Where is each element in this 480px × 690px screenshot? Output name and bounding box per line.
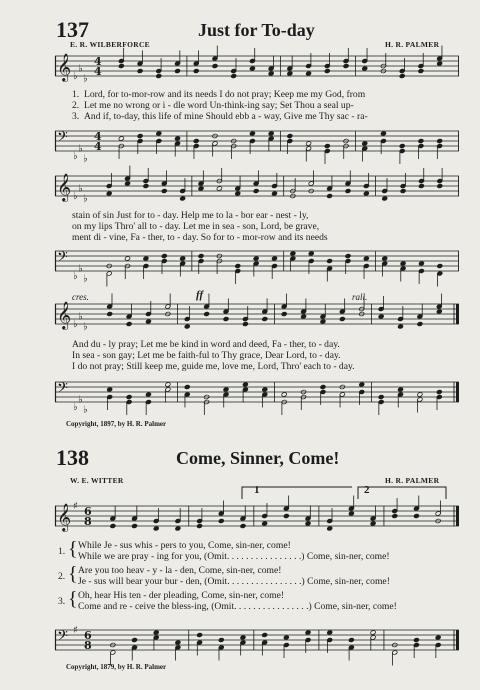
svg-text:♭: ♭ bbox=[73, 71, 78, 82]
svg-text:♭: ♭ bbox=[78, 263, 83, 275]
svg-text:♭: ♭ bbox=[83, 273, 88, 285]
treble-staff bbox=[55, 170, 463, 204]
hymn-number: 137 bbox=[56, 17, 89, 42]
copyright-note: Copyright, 1879, by H. R. Palmer bbox=[66, 663, 167, 671]
dynamic-ff: ff bbox=[196, 289, 204, 301]
svg-text:♭: ♭ bbox=[78, 183, 83, 195]
treble-staff bbox=[55, 50, 463, 84]
svg-text:𝄢: 𝄢 bbox=[57, 249, 68, 269]
lyrics-line: In sea - son gay; Let me be faith-ful to Thy grace, Dear Lord, to - day. bbox=[72, 350, 341, 361]
svg-text:𝄞: 𝄞 bbox=[57, 503, 72, 531]
svg-text:8: 8 bbox=[84, 515, 92, 528]
dynamic-cres: cres. bbox=[72, 292, 89, 302]
svg-text:♯: ♯ bbox=[73, 501, 78, 512]
volta-first-ending: 1 bbox=[254, 484, 260, 496]
svg-text:6: 6 bbox=[84, 629, 92, 642]
lyricist-credit: E. R. WILBERFORCE bbox=[70, 40, 150, 49]
svg-text:𝄞: 𝄞 bbox=[57, 173, 72, 201]
verse-number: 3. bbox=[58, 596, 66, 607]
lyrics-line: on my lips Thro' all to - day. Let me in sea - son, Lord, be grave, bbox=[72, 221, 320, 232]
lyrics-line: Oh, hear His ten - der pleading, Come, sin-ner, come! bbox=[78, 590, 285, 601]
verse-brace: { bbox=[68, 538, 78, 560]
lyrics-line: ment di - vine, Fa - ther, to - day. So for to - mor-row and its needs bbox=[72, 232, 328, 243]
svg-text:4: 4 bbox=[94, 140, 102, 153]
hymn-title: Come, Sinner, Come! bbox=[176, 448, 340, 468]
composer-credit: H. R. PALMER bbox=[385, 476, 440, 485]
lyricist-credit: W. E. WITTER bbox=[70, 476, 124, 485]
verse-block bbox=[58, 538, 468, 621]
lyrics-line: 2. Let me no wrong or i - dle word Un-think-ing say; Set Thou a seal up- bbox=[72, 100, 354, 111]
lyrics-line: stain of sin Just for to - day. Help me to la - bor ear - nest - ly, bbox=[72, 210, 309, 221]
svg-text:♭: ♭ bbox=[83, 321, 88, 333]
lyrics-line: 1. Lord, for to-mor-row and its needs I do not pray; Keep me my God, from bbox=[72, 89, 366, 100]
svg-text:4: 4 bbox=[94, 55, 102, 68]
svg-text:♭: ♭ bbox=[73, 271, 78, 282]
composer-credit: H. R. PALMER bbox=[385, 40, 440, 49]
treble-staff bbox=[55, 500, 463, 534]
lyrics-line: I do not pray; Still keep me, guide me, love me, Lord, Thro' each to - day. bbox=[72, 361, 355, 372]
verse-brace: { bbox=[68, 563, 78, 585]
bass-staff bbox=[55, 125, 463, 165]
svg-text:♭: ♭ bbox=[78, 394, 83, 406]
svg-text:♭: ♭ bbox=[78, 143, 83, 155]
svg-text:♭: ♭ bbox=[73, 402, 78, 413]
bass-staff bbox=[55, 624, 463, 658]
svg-text:♭: ♭ bbox=[73, 319, 78, 330]
svg-text:𝄞: 𝄞 bbox=[57, 53, 72, 81]
dynamic-rall: rall. bbox=[352, 292, 368, 302]
svg-text:♯: ♯ bbox=[73, 625, 78, 636]
lyrics-line: And du - ly pray; Let me be kind in word and deed, Fa - ther, to - day. bbox=[72, 339, 340, 350]
lyrics-line: Come and re - ceive the bless-ing, (Omit. . . . . . . . . . . . . . . .) Come, sin-ner, come! bbox=[78, 601, 397, 612]
lyrics-line: Are you too heav - y - la - den, Come, sin-ner, come! bbox=[78, 565, 282, 576]
lyrics-line: While we are pray - ing for you, (Omit. . . . . . . . . . . . . . . .) Come, sin-ner, come! bbox=[78, 551, 390, 562]
svg-text:♭: ♭ bbox=[73, 191, 78, 202]
lyrics-line: Je - sus will bear your bur - den, (Omit. . . . . . . . . . . . . . . .) Come, sin-ner, come! bbox=[78, 576, 390, 587]
svg-text:4: 4 bbox=[94, 65, 102, 78]
svg-text:♭: ♭ bbox=[83, 193, 88, 205]
copyright-note: Copyright, 1897, by H. R. Palmer bbox=[66, 420, 167, 428]
lyrics-line: While Je - sus whis - pers to you, Come, sin-ner, come! bbox=[78, 540, 291, 551]
svg-text:♭: ♭ bbox=[73, 151, 78, 162]
svg-text:𝄢: 𝄢 bbox=[57, 628, 68, 648]
svg-text:8: 8 bbox=[84, 639, 92, 652]
svg-text:6: 6 bbox=[84, 505, 92, 518]
svg-text:4: 4 bbox=[94, 130, 102, 143]
lyrics-line: 3. And if, to-day, this life of mine Should ebb a - way, Give me Thy sac - ra- bbox=[72, 111, 368, 122]
svg-text:♭: ♭ bbox=[78, 63, 83, 75]
svg-text:♭: ♭ bbox=[78, 311, 83, 323]
bass-staff bbox=[55, 245, 463, 285]
svg-text:♭: ♭ bbox=[83, 404, 88, 416]
bass-staff bbox=[55, 376, 463, 416]
svg-text:𝄢: 𝄢 bbox=[57, 380, 68, 400]
verse-brace: { bbox=[68, 588, 78, 610]
svg-text:♭: ♭ bbox=[83, 153, 88, 165]
hymn-number: 138 bbox=[56, 445, 89, 470]
svg-text:𝄞: 𝄞 bbox=[57, 301, 72, 329]
hymn-title: Just for To-day bbox=[198, 20, 315, 40]
svg-text:𝄢: 𝄢 bbox=[57, 129, 68, 149]
treble-staff bbox=[55, 298, 463, 332]
svg-text:♭: ♭ bbox=[83, 73, 88, 85]
volta-second-ending: 2 bbox=[364, 484, 370, 496]
verse-number: 2. bbox=[58, 571, 66, 582]
verse-number: 1. bbox=[58, 546, 66, 557]
